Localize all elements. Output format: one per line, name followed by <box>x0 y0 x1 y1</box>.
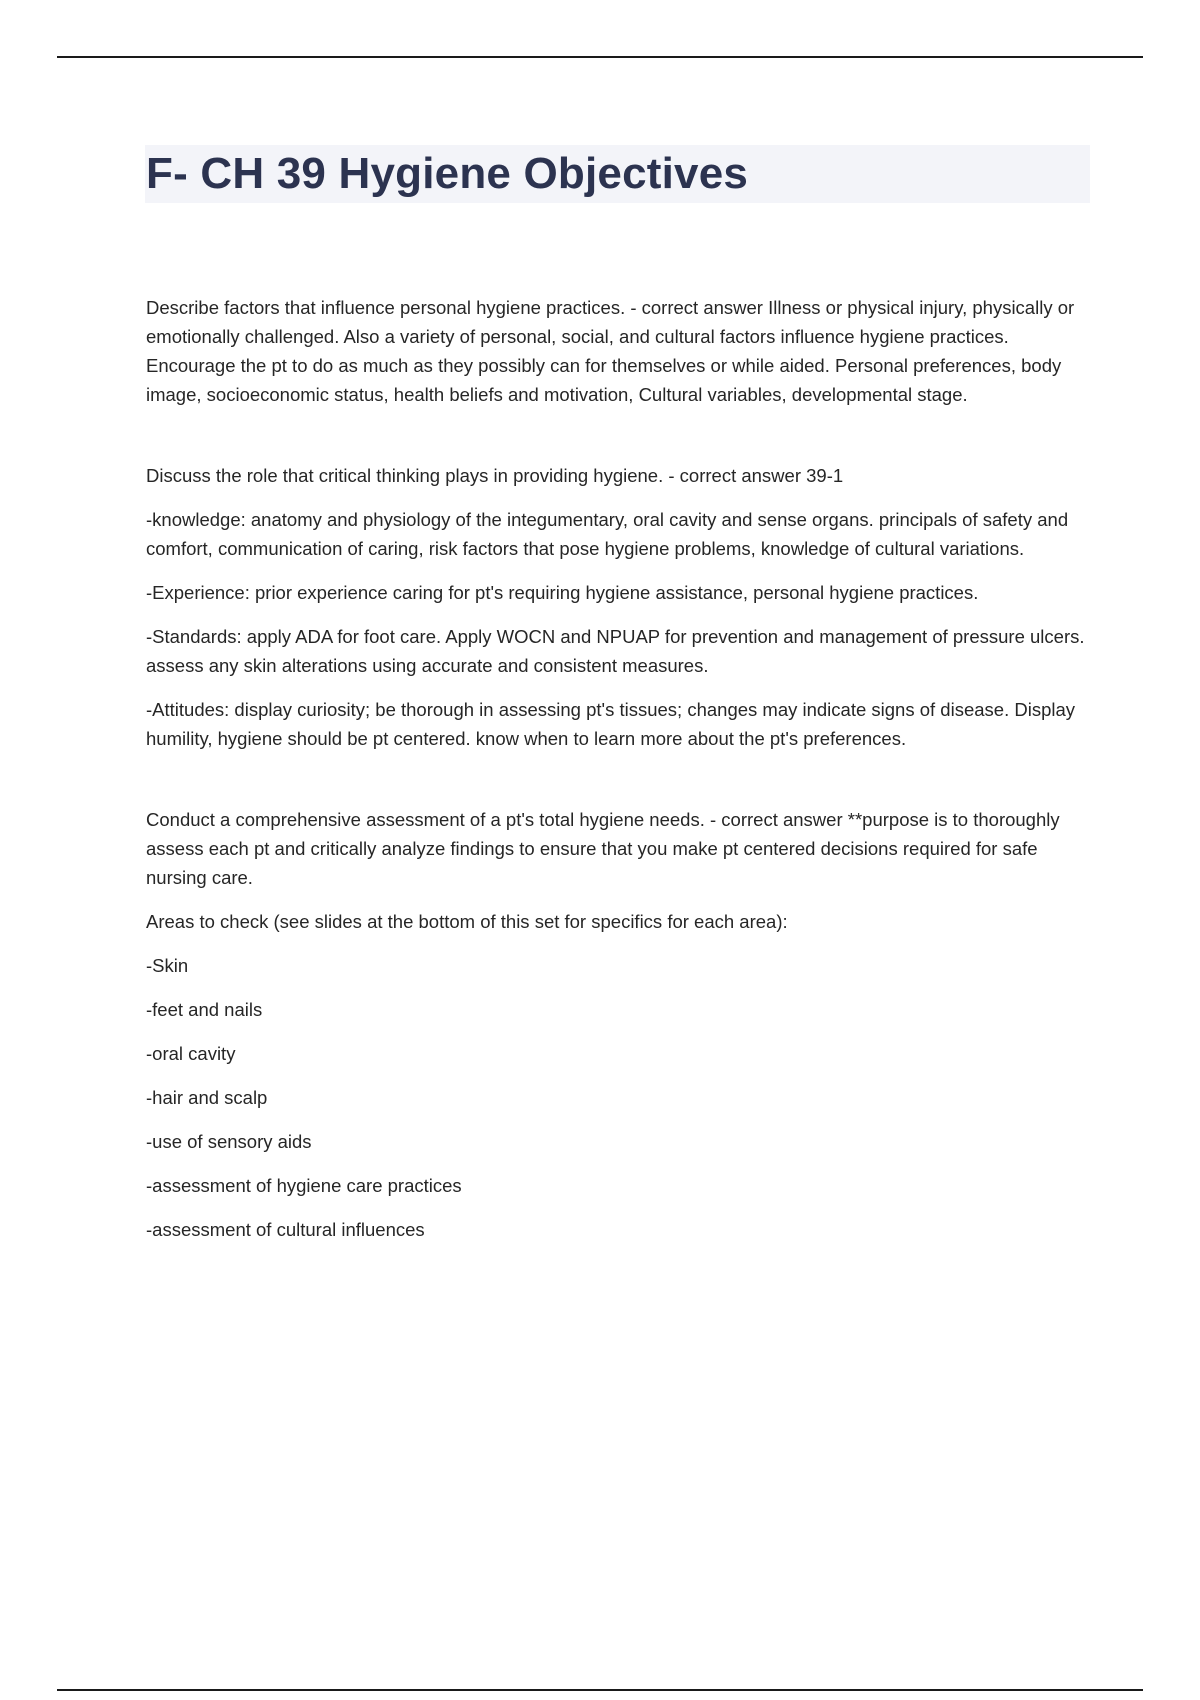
detail-experience: -Experience: prior experience caring for pt's requiring hygiene assistance, personal hygiene practices. <box>146 582 979 603</box>
qa-paragraph <box>146 805 1091 892</box>
detail-standards: -Standards: apply ADA for foot care. Apply WOCN and NPUAP for prevention and management of pressure ulcers. assess any skin alterations using accurate and consistent measures. <box>146 626 1085 676</box>
bottom-rule <box>57 1689 1143 1691</box>
detail-knowledge: -knowledge: anatomy and physiology of the integumentary, oral cavity and sense organs. principals of safety and comfort, communication of caring, risk factors that pose hygiene problems, knowledge of cultural variations. <box>146 509 1069 559</box>
answer-separator: - correct answer <box>663 465 807 486</box>
list-item: -assessment of hygiene care practices <box>146 1175 462 1196</box>
question-text: Describe factors that influence personal hygiene practices. <box>146 297 626 318</box>
list-item: -oral cavity <box>146 1043 236 1064</box>
document-body <box>146 293 1091 1244</box>
list-item: -feet and nails <box>146 999 263 1020</box>
list-item: -use of sensory aids <box>146 1131 312 1152</box>
answer-text: **purpose is to thoroughly assess each pt and critically analyze findings to ensure that you make pt centered decisions required for safe nursing care. <box>146 809 1060 888</box>
list-item: -hair and scalp <box>146 1087 268 1108</box>
page-title: F- CH 39 Hygiene Objectives <box>146 149 749 198</box>
top-rule <box>57 56 1143 58</box>
detail-attitudes: -Attitudes: display curiosity; be thorough in assessing pt's tissues; changes may indicate signs of disease. Display humility, hygiene should be pt centered. know when to learn more about the pt's preferences. <box>146 699 1076 749</box>
answer-text: Illness or physical injury, physically or emotionally challenged. Also a variety of personal, social, and cultural factors influence hygiene practices. Encourage the pt to do as much as they possibly can for themselves or while aided. Personal preferences, body image, socioeconomic status, health beliefs and motivation, Cultural variables, developmental stage. <box>146 297 1075 405</box>
qa-paragraph <box>146 461 1091 490</box>
areas-list <box>146 951 1091 1244</box>
answer-text: 39-1 <box>806 465 844 486</box>
question-text: Discuss the role that critical thinking plays in providing hygiene. <box>146 465 664 486</box>
qa-entry-assessment <box>146 805 1091 1244</box>
qa-entry-critical-thinking <box>146 461 1091 753</box>
question-text: Conduct a comprehensive assessment of a pt's total hygiene needs. <box>146 809 705 830</box>
qa-paragraph <box>146 293 1091 409</box>
list-item: -Skin <box>146 955 189 976</box>
areas-intro: Areas to check (see slides at the bottom of this set for specifics for each area): <box>146 911 788 932</box>
qa-entry-factors <box>146 293 1091 409</box>
answer-separator: - correct answer <box>704 809 848 830</box>
answer-separator: - correct answer <box>625 297 769 318</box>
list-item: -assessment of cultural influences <box>146 1219 425 1240</box>
